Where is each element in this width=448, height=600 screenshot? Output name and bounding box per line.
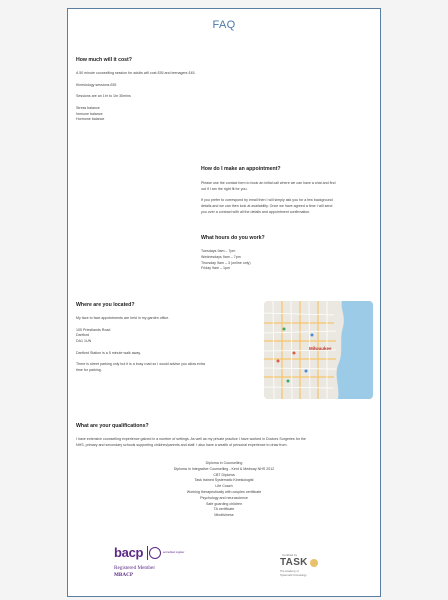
task-certified: Certified by	[282, 553, 298, 557]
appointment-heading: How do I make an appointment?	[201, 166, 281, 172]
location-line: time for parking.	[76, 368, 102, 373]
appointment-line: you over a contract with all the details and appointment confirmation.	[201, 209, 311, 214]
qualification-item: Life Coach	[215, 484, 233, 489]
cost-line: Hormone balance	[76, 117, 105, 122]
cost-line: Kinesiology sessions £55	[76, 82, 117, 87]
map-city-label: Milwaukee	[309, 346, 332, 351]
qualification-item: Mindfulness	[214, 513, 234, 518]
qualification-item: Safe guarding children	[206, 501, 242, 506]
appointment-line: Please use the contact form to book an initial call where we can have a chat and find	[201, 181, 336, 185]
hours-text	[201, 249, 251, 272]
bacp-divider	[147, 546, 148, 560]
hours-line: Friday 9am – 1pm	[201, 266, 230, 271]
bacp-logo	[114, 545, 185, 585]
bacp-registered: Registered Member	[114, 565, 156, 571]
cost-line: Immune balance	[76, 111, 103, 116]
appointment-line: details and we can then look at availability. Once we have agreed a time I will send	[201, 204, 333, 209]
cost-text	[76, 71, 195, 123]
qualifications-heading: What are your qualifications?	[76, 423, 149, 429]
qualifications-intro	[76, 437, 306, 449]
address-line: DA1 1UN	[76, 339, 92, 344]
appointment-line: If you prefer to correspond by email then I will simply ask you for a few background	[201, 198, 333, 203]
appointment-line: out if I am the right fit for you.	[201, 186, 248, 191]
location-text	[76, 316, 205, 374]
bacp-wordmark: bacp	[114, 545, 144, 560]
faq-page	[67, 8, 381, 597]
address-line: Dartford	[76, 333, 89, 338]
cost-line: Sessions are an 1hr to 1hr 30mins	[76, 94, 131, 99]
cost-heading: How much will it cost?	[76, 57, 132, 63]
cost-line: Stress balance	[76, 105, 100, 110]
task-wordmark: TASK	[280, 557, 308, 568]
bacp-small-text: accredited register	[163, 551, 185, 554]
qualification-item: Psychology and neuroscience	[200, 495, 248, 500]
task-sub2: Systematic Kinesiology	[280, 574, 307, 577]
qualification-item: CBT Diploma	[213, 472, 235, 477]
qualification-item: Task trained Systematic Kinesiologist	[194, 478, 254, 483]
location-map[interactable]	[264, 301, 373, 399]
qualifications-intro-line: NHS, primary and secondary schools supporting children/parents and staff. I also have a wealth of personal experience to draw from.	[76, 442, 288, 447]
cost-line: A 50 minute counselling session for adults will cost £55 and teenagers £45.	[76, 71, 196, 75]
qualifications-intro-line: I have extensive counselling experience gained in a number of settings. As well as my private practice I have worked in Doctors Surgeries for the	[76, 437, 306, 441]
qualification-item: Working therapeutically with couples certificate	[186, 489, 262, 494]
task-sub1: The Academy of	[280, 570, 299, 573]
qualification-item: Diploma in Counselling	[205, 461, 243, 465]
hours-line: Thursday 9am – 3 (online only)	[201, 260, 251, 265]
bacp-seal-icon	[149, 547, 161, 559]
page-title: FAQ	[212, 19, 236, 31]
bacp-mbacp: MBACP	[114, 572, 134, 578]
hours-heading: What hours do you work?	[201, 235, 265, 241]
hours-line: Wednesdays 9am – 7pm	[201, 254, 241, 259]
appointment-text	[201, 181, 335, 216]
qualification-item: Diploma in Integrative Counselling - Kent & Medway NHS 2012	[173, 466, 275, 471]
qualification-item: TA certificate	[213, 507, 235, 512]
hours-line: Tuesdays 9am – 7pm	[201, 249, 236, 253]
address-line: 105 Priestlands Road	[76, 327, 111, 332]
task-emblem-icon	[310, 559, 318, 567]
task-logo	[276, 553, 324, 583]
location-line: There is street parking only but it is a busy road so I would advise you allow extra	[76, 362, 206, 367]
qualifications-list	[68, 461, 380, 519]
location-heading: Where are you located?	[76, 302, 135, 308]
location-line: My face to face appointments are held in my garden office.	[76, 316, 170, 320]
location-line: Dartford Station is a 5 minute walk away.	[76, 350, 141, 355]
